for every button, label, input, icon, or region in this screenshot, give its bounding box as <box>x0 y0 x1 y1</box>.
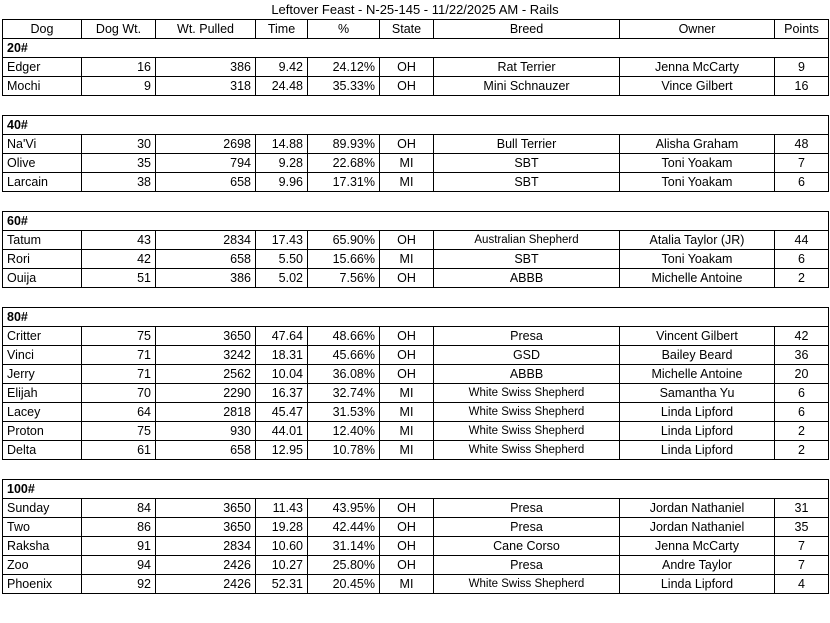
cell-state: OH <box>380 135 434 154</box>
cell-time: 52.31 <box>256 575 308 594</box>
cell-points: 42 <box>775 327 829 346</box>
cell-state: OH <box>380 346 434 365</box>
table-row <box>3 327 829 346</box>
cell-dog: Na'Vi <box>3 135 82 154</box>
cell-dog: Two <box>3 518 82 537</box>
cell-dog-weight: 92 <box>82 575 156 594</box>
cell-dog: Raksha <box>3 537 82 556</box>
cell-owner: Vincent Gilbert <box>620 327 775 346</box>
cell-breed: Presa <box>434 556 620 575</box>
cell-state: OH <box>380 58 434 77</box>
cell-dog: Edger <box>3 58 82 77</box>
cell-state: OH <box>380 327 434 346</box>
cell-dog-weight: 86 <box>82 518 156 537</box>
cell-points: 7 <box>775 154 829 173</box>
cell-owner: Linda Lipford <box>620 441 775 460</box>
table-row <box>3 173 829 192</box>
cell-points: 7 <box>775 537 829 556</box>
cell-percent: 32.74% <box>308 384 380 403</box>
cell-owner: Andre Taylor <box>620 556 775 575</box>
cell-owner: Samantha Yu <box>620 384 775 403</box>
cell-percent: 45.66% <box>308 346 380 365</box>
cell-weight-pulled: 658 <box>156 173 256 192</box>
spacer-cell <box>3 460 829 480</box>
table-row <box>3 422 829 441</box>
group-spacer <box>3 96 829 116</box>
cell-time: 14.88 <box>256 135 308 154</box>
cell-weight-pulled: 658 <box>156 250 256 269</box>
cell-time: 10.27 <box>256 556 308 575</box>
cell-state: MI <box>380 154 434 173</box>
cell-points: 6 <box>775 173 829 192</box>
cell-dog: Mochi <box>3 77 82 96</box>
cell-weight-pulled: 2290 <box>156 384 256 403</box>
cell-state: OH <box>380 499 434 518</box>
cell-breed: SBT <box>434 154 620 173</box>
cell-dog: Tatum <box>3 231 82 250</box>
cell-dog-weight: 70 <box>82 384 156 403</box>
cell-time: 9.42 <box>256 58 308 77</box>
weight-class-row <box>3 212 829 231</box>
weight-class-label: 60# <box>3 212 829 231</box>
cell-dog-weight: 9 <box>82 77 156 96</box>
cell-owner: Atalia Taylor (JR) <box>620 231 775 250</box>
cell-points: 7 <box>775 556 829 575</box>
cell-owner: Jenna McCarty <box>620 537 775 556</box>
cell-time: 47.64 <box>256 327 308 346</box>
cell-time: 10.60 <box>256 537 308 556</box>
table-row <box>3 441 829 460</box>
weight-class-label: 40# <box>3 116 829 135</box>
cell-dog: Olive <box>3 154 82 173</box>
cell-weight-pulled: 386 <box>156 58 256 77</box>
cell-breed: White Swiss Shepherd <box>434 422 620 441</box>
cell-dog-weight: 61 <box>82 441 156 460</box>
cell-owner: Jordan Nathaniel <box>620 499 775 518</box>
cell-dog: Elijah <box>3 384 82 403</box>
cell-percent: 65.90% <box>308 231 380 250</box>
cell-percent: 15.66% <box>308 250 380 269</box>
cell-dog: Proton <box>3 422 82 441</box>
cell-breed: Presa <box>434 518 620 537</box>
cell-owner: Jenna McCarty <box>620 58 775 77</box>
cell-breed: SBT <box>434 250 620 269</box>
cell-percent: 31.14% <box>308 537 380 556</box>
cell-points: 6 <box>775 250 829 269</box>
table-row <box>3 499 829 518</box>
cell-dog-weight: 84 <box>82 499 156 518</box>
cell-state: OH <box>380 365 434 384</box>
table-row <box>3 537 829 556</box>
cell-breed: Australian Shepherd <box>434 231 620 250</box>
cell-breed: Bull Terrier <box>434 135 620 154</box>
cell-owner: Linda Lipford <box>620 403 775 422</box>
cell-owner: Michelle Antoine <box>620 269 775 288</box>
cell-dog: Ouija <box>3 269 82 288</box>
cell-owner: Toni Yoakam <box>620 173 775 192</box>
cell-owner: Jordan Nathaniel <box>620 518 775 537</box>
weight-class-label: 100# <box>3 480 829 499</box>
table-row <box>3 403 829 422</box>
cell-dog: Sunday <box>3 499 82 518</box>
cell-dog-weight: 43 <box>82 231 156 250</box>
cell-time: 9.28 <box>256 154 308 173</box>
weight-class-row <box>3 308 829 327</box>
cell-breed: Presa <box>434 327 620 346</box>
cell-percent: 89.93% <box>308 135 380 154</box>
table-row <box>3 556 829 575</box>
cell-state: OH <box>380 77 434 96</box>
column-header-owner: Owner <box>620 20 775 39</box>
cell-breed: White Swiss Shepherd <box>434 384 620 403</box>
cell-percent: 22.68% <box>308 154 380 173</box>
cell-weight-pulled: 930 <box>156 422 256 441</box>
cell-dog: Zoo <box>3 556 82 575</box>
cell-weight-pulled: 658 <box>156 441 256 460</box>
cell-weight-pulled: 2562 <box>156 365 256 384</box>
cell-weight-pulled: 3650 <box>156 499 256 518</box>
cell-state: OH <box>380 537 434 556</box>
cell-dog: Lacey <box>3 403 82 422</box>
cell-breed: Rat Terrier <box>434 58 620 77</box>
table-row <box>3 346 829 365</box>
group-spacer <box>3 192 829 212</box>
weight-class-row <box>3 480 829 499</box>
cell-points: 2 <box>775 269 829 288</box>
cell-state: MI <box>380 403 434 422</box>
cell-owner: Toni Yoakam <box>620 154 775 173</box>
table-row <box>3 250 829 269</box>
cell-breed: Presa <box>434 499 620 518</box>
cell-breed: White Swiss Shepherd <box>434 575 620 594</box>
cell-owner: Michelle Antoine <box>620 365 775 384</box>
cell-weight-pulled: 3242 <box>156 346 256 365</box>
cell-dog-weight: 94 <box>82 556 156 575</box>
table-row <box>3 77 829 96</box>
cell-dog: Vinci <box>3 346 82 365</box>
cell-dog-weight: 75 <box>82 327 156 346</box>
cell-state: OH <box>380 518 434 537</box>
weight-class-label: 20# <box>3 39 829 58</box>
cell-state: MI <box>380 422 434 441</box>
cell-dog-weight: 35 <box>82 154 156 173</box>
table-row <box>3 518 829 537</box>
cell-percent: 36.08% <box>308 365 380 384</box>
cell-percent: 17.31% <box>308 173 380 192</box>
cell-dog: Rori <box>3 250 82 269</box>
column-header-weight-pulled: Wt. Pulled <box>156 20 256 39</box>
cell-breed: Cane Corso <box>434 537 620 556</box>
cell-dog-weight: 16 <box>82 58 156 77</box>
cell-breed: ABBB <box>434 365 620 384</box>
cell-time: 17.43 <box>256 231 308 250</box>
cell-state: OH <box>380 556 434 575</box>
weight-class-row <box>3 39 829 58</box>
cell-state: OH <box>380 231 434 250</box>
cell-points: 48 <box>775 135 829 154</box>
cell-points: 2 <box>775 422 829 441</box>
column-header-state: State <box>380 20 434 39</box>
cell-weight-pulled: 2426 <box>156 556 256 575</box>
cell-dog-weight: 64 <box>82 403 156 422</box>
cell-points: 44 <box>775 231 829 250</box>
cell-points: 36 <box>775 346 829 365</box>
cell-points: 9 <box>775 58 829 77</box>
cell-weight-pulled: 2698 <box>156 135 256 154</box>
cell-percent: 25.80% <box>308 556 380 575</box>
cell-dog: Critter <box>3 327 82 346</box>
column-header-breed: Breed <box>434 20 620 39</box>
cell-breed: SBT <box>434 173 620 192</box>
column-header-percent: % <box>308 20 380 39</box>
cell-percent: 35.33% <box>308 77 380 96</box>
group-spacer <box>3 288 829 308</box>
cell-time: 45.47 <box>256 403 308 422</box>
cell-time: 11.43 <box>256 499 308 518</box>
cell-dog-weight: 51 <box>82 269 156 288</box>
cell-percent: 12.40% <box>308 422 380 441</box>
cell-dog-weight: 42 <box>82 250 156 269</box>
cell-time: 12.95 <box>256 441 308 460</box>
table-row <box>3 58 829 77</box>
cell-time: 19.28 <box>256 518 308 537</box>
table-row <box>3 231 829 250</box>
cell-weight-pulled: 3650 <box>156 518 256 537</box>
cell-weight-pulled: 386 <box>156 269 256 288</box>
column-header-dog: Dog <box>3 20 82 39</box>
cell-owner: Toni Yoakam <box>620 250 775 269</box>
cell-points: 31 <box>775 499 829 518</box>
cell-dog: Delta <box>3 441 82 460</box>
weight-class-row <box>3 116 829 135</box>
cell-breed: Mini Schnauzer <box>434 77 620 96</box>
spacer-cell <box>3 96 829 116</box>
cell-dog: Jerry <box>3 365 82 384</box>
column-header-time: Time <box>256 20 308 39</box>
cell-dog-weight: 71 <box>82 346 156 365</box>
cell-points: 6 <box>775 384 829 403</box>
cell-owner: Bailey Beard <box>620 346 775 365</box>
cell-percent: 24.12% <box>308 58 380 77</box>
cell-time: 9.96 <box>256 173 308 192</box>
table-row <box>3 269 829 288</box>
cell-weight-pulled: 318 <box>156 77 256 96</box>
weight-class-label: 80# <box>3 308 829 327</box>
cell-time: 16.37 <box>256 384 308 403</box>
cell-percent: 43.95% <box>308 499 380 518</box>
cell-weight-pulled: 2834 <box>156 537 256 556</box>
cell-dog: Phoenix <box>3 575 82 594</box>
cell-owner: Vince Gilbert <box>620 77 775 96</box>
spacer-cell <box>3 288 829 308</box>
cell-state: OH <box>380 269 434 288</box>
cell-points: 16 <box>775 77 829 96</box>
cell-state: MI <box>380 575 434 594</box>
cell-dog-weight: 71 <box>82 365 156 384</box>
cell-percent: 31.53% <box>308 403 380 422</box>
table-row <box>3 154 829 173</box>
cell-state: MI <box>380 441 434 460</box>
cell-points: 4 <box>775 575 829 594</box>
cell-percent: 10.78% <box>308 441 380 460</box>
cell-dog-weight: 38 <box>82 173 156 192</box>
table-row <box>3 575 829 594</box>
cell-weight-pulled: 3650 <box>156 327 256 346</box>
cell-state: MI <box>380 173 434 192</box>
cell-points: 35 <box>775 518 829 537</box>
group-spacer <box>3 460 829 480</box>
column-header-points: Points <box>775 20 829 39</box>
spacer-cell <box>3 192 829 212</box>
cell-breed: GSD <box>434 346 620 365</box>
cell-percent: 20.45% <box>308 575 380 594</box>
cell-percent: 7.56% <box>308 269 380 288</box>
table-row <box>3 365 829 384</box>
cell-time: 5.02 <box>256 269 308 288</box>
cell-time: 44.01 <box>256 422 308 441</box>
table-row <box>3 135 829 154</box>
sheet-title: Leftover Feast - N-25-145 - 11/22/2025 AM - Rails <box>271 2 559 17</box>
column-header-dog-weight: Dog Wt. <box>82 20 156 39</box>
cell-percent: 42.44% <box>308 518 380 537</box>
cell-owner: Alisha Graham <box>620 135 775 154</box>
results-table <box>2 19 829 594</box>
cell-breed: ABBB <box>434 269 620 288</box>
cell-owner: Linda Lipford <box>620 575 775 594</box>
header-row <box>3 20 829 39</box>
cell-time: 18.31 <box>256 346 308 365</box>
cell-state: MI <box>380 384 434 403</box>
cell-time: 24.48 <box>256 77 308 96</box>
cell-breed: White Swiss Shepherd <box>434 441 620 460</box>
cell-points: 20 <box>775 365 829 384</box>
cell-points: 6 <box>775 403 829 422</box>
cell-state: MI <box>380 250 434 269</box>
table-row <box>3 384 829 403</box>
cell-breed: White Swiss Shepherd <box>434 403 620 422</box>
cell-dog-weight: 91 <box>82 537 156 556</box>
cell-time: 10.04 <box>256 365 308 384</box>
cell-time: 5.50 <box>256 250 308 269</box>
cell-weight-pulled: 2426 <box>156 575 256 594</box>
cell-weight-pulled: 2834 <box>156 231 256 250</box>
cell-dog-weight: 30 <box>82 135 156 154</box>
cell-weight-pulled: 794 <box>156 154 256 173</box>
cell-dog-weight: 75 <box>82 422 156 441</box>
cell-points: 2 <box>775 441 829 460</box>
cell-owner: Linda Lipford <box>620 422 775 441</box>
cell-weight-pulled: 2818 <box>156 403 256 422</box>
cell-percent: 48.66% <box>308 327 380 346</box>
cell-dog: Larcain <box>3 173 82 192</box>
